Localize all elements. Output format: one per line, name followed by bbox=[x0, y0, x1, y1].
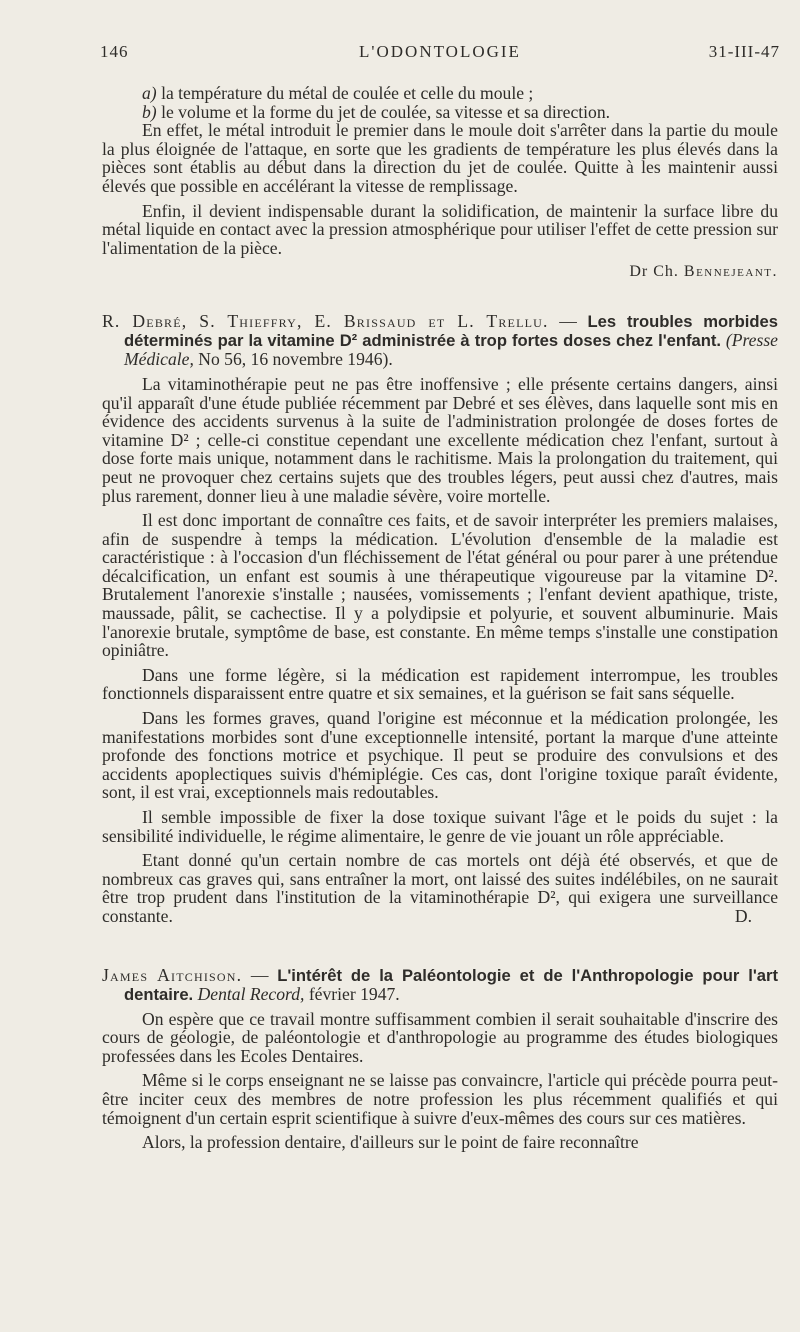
paragraph: En effet, le métal introduit le premier dans le moule doit s'arrêter dans la partie du moule la plus éloignée de l'attaque, en sorte que les gradients de température les plus élevés dans la pièces sont établis au début dans la direction du jet de coulée. Quitte à les maintenir aussi élevés que possible en accélérant la vitesse de remplissage. bbox=[102, 120, 778, 196]
list-item-a: a) la température du métal de coulée et celle du moule ; bbox=[142, 83, 534, 103]
page-number: 146 bbox=[100, 42, 129, 61]
article-heading: R. Debré, S. Thieffry, E. Brissaud et L. Trellu. — Les troubles morbides déterminés par la vitamine D² administrée à trop fortes doses chez l'enfant. (Presse Médicale, No 56, 16 novembre 1946). bbox=[102, 310, 778, 369]
paragraph: Il semble impossible de fixer la dose toxique suivant l'âge et le poids du sujet : la sensibilité individuelle, le régime alimentaire, le genre de vie jouant un rôle appréciable. bbox=[102, 807, 778, 846]
article-authors: R. Debré, S. Thieffry, E. Brissaud et L. Trellu. bbox=[102, 310, 549, 331]
list-item-b: b) le volume et la forme du jet de coulée, sa vitesse et sa direction. bbox=[142, 101, 611, 122]
article-title: Les troubles morbides déterminés par la vitamine D² administrée à trop fortes doses chez l'enfant. bbox=[124, 311, 778, 350]
paragraph: Dans les formes graves, quand l'origine est méconnue et la médication prolongée, les manifestations morbides sont d'une exceptionnelle intensité, portant la marque d'une atteinte profonde des fonctions motrice et psychique. Il peut se produire des convulsions et des accidents apoplectiques suivis d'hémiplégie. Ces cas, dont l'origine toxique paraît évidente, sont, il est vrai, exceptionnels mais redoutables. bbox=[102, 708, 778, 803]
paragraph: Alors, la profession dentaire, d'ailleurs sur le point de faire reconnaître bbox=[142, 1132, 639, 1153]
page-body bbox=[102, 84, 778, 1152]
signature: Dr Ch. Bennejeant. bbox=[629, 263, 778, 281]
paragraph: On espère que ce travail montre suffisamment combien il serait souhaitable d'inscrire des cours de géologie, de paléontologie et d'anthropologie au programme des études biologiques professées dans les Ecoles Dentaires. bbox=[102, 1008, 778, 1066]
running-header bbox=[100, 42, 780, 66]
issue-date: 31-III-47 bbox=[708, 42, 780, 61]
article-journal: Dental Record, bbox=[197, 983, 305, 1004]
article-title: L'intérêt de la Paléontologie et de l'Anthropologie pour l'art dentaire. bbox=[124, 965, 778, 1004]
paragraph: La vitaminothérapie peut ne pas être inoffensive ; elle présente certains dangers, ainsi qu'il apparaît d'une étude publiée récemment par Debré et ses élèves, dans laquelle sont mis en évidence des accidents survenus à la suite de l'administration prolongée de doses fortes de vitamine D² ; celle-ci constitue cependant une excellente médication chez l'enfant, surtout à dose forte mais unique, notamment dans le rachitisme. Mais la prolongation du traitement, qui peut ne provoquer chez certains sujets que des troubles légers, peut aussi chez d'autres, mais plus rarement, donner lieu à une maladie sévère, voire mortelle. bbox=[102, 373, 778, 506]
journal-title: L'ODONTOLOGIE bbox=[359, 42, 521, 61]
paragraph: Dans une forme légère, si la médication est rapidement interrompue, les troubles fonctionnels disparaissent entre quatre et six semaines, et la guérison se fait sans séquelle. bbox=[102, 664, 778, 704]
article-citation: No 56, 16 novembre 1946). bbox=[198, 348, 393, 369]
article-heading: James Aitchison. — L'intérêt de la Paléontologie et de l'Anthropologie pour l'art dentaire. Dental Record, février 1947. bbox=[102, 964, 778, 1004]
article-journal: (Presse Médicale, bbox=[124, 329, 778, 369]
paragraph: Etant donné qu'un certain nombre de cas mortels ont déjà été observés, et que de nombreux cas graves qui, sans entraîner la mort, ont laissé des suites indélébiles, on ne saurait être trop prudent dans l'institution de la vitaminothérapie D², qui exigera une surveillance constante. D. bbox=[102, 850, 778, 926]
paragraph: Même si le corps enseignant ne se laisse pas convaincre, l'article qui précède pourra peut-être inciter ceux des membres de notre profession les plus récemment qualifiés et qui témoignent d'un certain esprit scientifique à suivre d'eux-mêmes des cours sur ces matières. bbox=[102, 1070, 778, 1128]
paragraph: Il est donc important de connaître ces faits, et de savoir interpréter les premiers malaises, afin de suspendre à temps la médication. L'évolution d'ensemble de la maladie est caractéristique : à l'occasion d'un fléchissement de l'état général ou pour parer à une prétendue décalcification, un enfant est soumis à une thérapeutique vigoureuse par la vitamine D². Brutalement l'anorexie s'installe ; nausées, vomissements ; l'enfant devient apathique, triste, maussade, pâlit, se cachectise. Il y a polydipsie et polyurie, et souvent albuminurie. Mais l'anorexie brutale, symptôme de base, est constante. En même temps s'installe une constipation opiniâtre. bbox=[102, 510, 778, 661]
signature: D. bbox=[734, 905, 752, 926]
paragraph: Enfin, il devient indispensable durant la solidification, de maintenir la surface libre du métal liquide en contact avec la pression atmosphérique pour utiliser l'effet de cette pression sur l'alimentation de la pièce. bbox=[102, 200, 778, 258]
article-authors: James Aitchison. bbox=[102, 964, 243, 985]
article-citation: février 1947. bbox=[308, 983, 400, 1004]
